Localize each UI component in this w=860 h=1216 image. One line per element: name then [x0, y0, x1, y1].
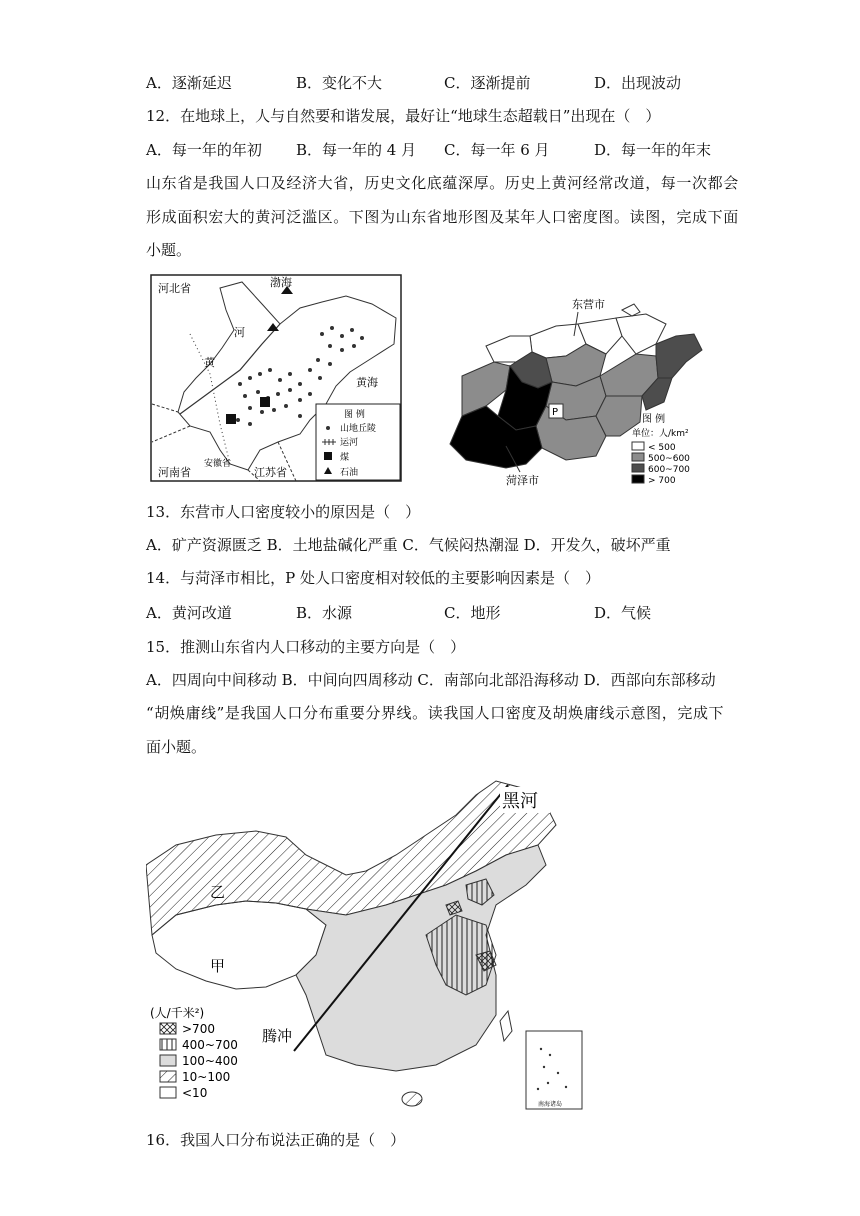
q11-option-a: A．逐渐延迟 — [146, 74, 232, 92]
map2-legend-label: 500~600 — [648, 454, 690, 464]
passage2-line-2: 面小题。 — [146, 738, 207, 756]
label-jiangsu: 江苏省 — [254, 466, 287, 479]
map2-legend-unit: 单位：人/km² — [632, 429, 689, 439]
map2-legend-swatch — [632, 442, 644, 450]
map3-legend-swatch — [160, 1071, 176, 1082]
map3-legend-label: 400~700 — [182, 1038, 238, 1052]
legend-coal: 煤 — [340, 453, 350, 463]
q14-stem: 14．与菏泽市相比，P 处人口密度相对较低的主要影响因素是（ ） — [146, 569, 600, 587]
map2-legend-title: 图 例 — [642, 414, 666, 425]
legend-mountain: 山地丘陵 — [340, 424, 377, 434]
q15-stem: 15．推测山东省内人口移动的主要方向是（ ） — [146, 638, 466, 656]
legend-oil: 石油 — [340, 468, 359, 478]
passage1-line-2: 形成面积宏大的黄河泛滥区。下图为山东省地形图及某年人口密度图。读图，完成下面 — [146, 208, 739, 226]
label-henan: 河南省 — [158, 466, 191, 479]
map2-legend-label: 600~700 — [648, 465, 690, 475]
map2-legend-label: > 700 — [648, 476, 676, 486]
map3-legend-swatch — [160, 1039, 176, 1050]
q12-option-a: A．每一年的年初 — [146, 141, 262, 159]
q14-option-c: C．地形 — [444, 604, 501, 622]
q12-option-c: C．每一年 6 月 — [444, 141, 550, 159]
q12-option-d: D．每一年的年末 — [594, 141, 712, 159]
map3-legend-label: >700 — [182, 1022, 215, 1036]
map3-legend-swatch — [160, 1055, 176, 1066]
shandong-population-density-map — [446, 296, 708, 486]
label-anhui: 安徽省 — [204, 459, 232, 469]
q13-options: A．矿产资源匮乏 B．土地盐碱化严重 C．气候闷热潮湿 D．开发久，破坏严重 — [146, 536, 671, 554]
passage1-line-1: 山东省是我国人口及经济大省，历史文化底蕴深厚。历史上黄河经常改道，每一次都会 — [146, 174, 739, 192]
label-p: P — [552, 407, 559, 418]
label-huanghai: 黄海 — [356, 376, 378, 389]
label-yi: 乙 — [210, 883, 226, 901]
map3-legend-swatch — [160, 1023, 176, 1034]
label-hebei: 河北省 — [158, 282, 191, 295]
map2-legend-swatch — [632, 475, 644, 483]
q11-option-b: B．变化不大 — [296, 74, 383, 92]
map2-legend — [632, 412, 690, 486]
q12-stem: 12．在地球上，人与自然要和谐发展，最好让“地球生态超载日”出现在（ ） — [146, 107, 661, 125]
label-heihe: 黑河 — [502, 791, 538, 812]
passage1-line-3: 小题。 — [146, 241, 192, 259]
map2-legend-label: < 500 — [648, 443, 676, 453]
map3-legend-label: 10~100 — [182, 1070, 231, 1084]
shandong-terrain-map — [150, 274, 402, 482]
q15-options: A．四周向中间移动 B．中间向四周移动 C．南部向北部沿海移动 D．西部向东部移动 — [146, 671, 716, 689]
label-bohai: 渤海 — [270, 276, 292, 289]
q11-option-c: C．逐渐提前 — [444, 74, 531, 92]
q11-option-d: D．出现波动 — [594, 74, 682, 92]
q16-stem: 16．我国人口分布说法正确的是（ ） — [146, 1131, 406, 1149]
map3-legend — [150, 1005, 238, 1100]
map1-legend-title: 图 例 — [344, 410, 365, 420]
legend-canal: 运河 — [340, 438, 359, 448]
map3-legend-label: <10 — [182, 1086, 208, 1100]
q13-stem: 13．东营市人口密度较小的原因是（ ） — [146, 503, 421, 521]
map3-legend-unit: (人/千米²) — [150, 1006, 205, 1020]
label-jia: 甲 — [210, 957, 226, 975]
map3-legend-label: 100~400 — [182, 1054, 238, 1068]
china-population-density-map — [146, 775, 586, 1115]
map1-legend — [316, 404, 400, 480]
label-south-china-sea: 南海诸岛 — [538, 1101, 563, 1108]
label-he: 河 — [234, 326, 245, 339]
label-dongying: 东营市 — [572, 298, 605, 311]
map3-legend-swatch — [160, 1087, 176, 1098]
q12-option-b: B．每一年的 4 月 — [296, 141, 417, 159]
map2-legend-swatch — [632, 464, 644, 472]
q14-option-a: A．黄河改道 — [146, 604, 232, 622]
q14-option-b: B．水源 — [296, 604, 353, 622]
label-heze: 菏泽市 — [506, 474, 539, 486]
map2-legend-swatch — [632, 453, 644, 461]
label-tengchong: 腾冲 — [262, 1027, 293, 1045]
q14-option-d: D．气候 — [594, 604, 652, 622]
passage2-line-1: “胡焕庸线”是我国人口分布重要分界线。读我国人口密度及胡焕庸线示意图，完成下 — [146, 704, 725, 722]
label-huang: 黄 — [204, 356, 215, 369]
